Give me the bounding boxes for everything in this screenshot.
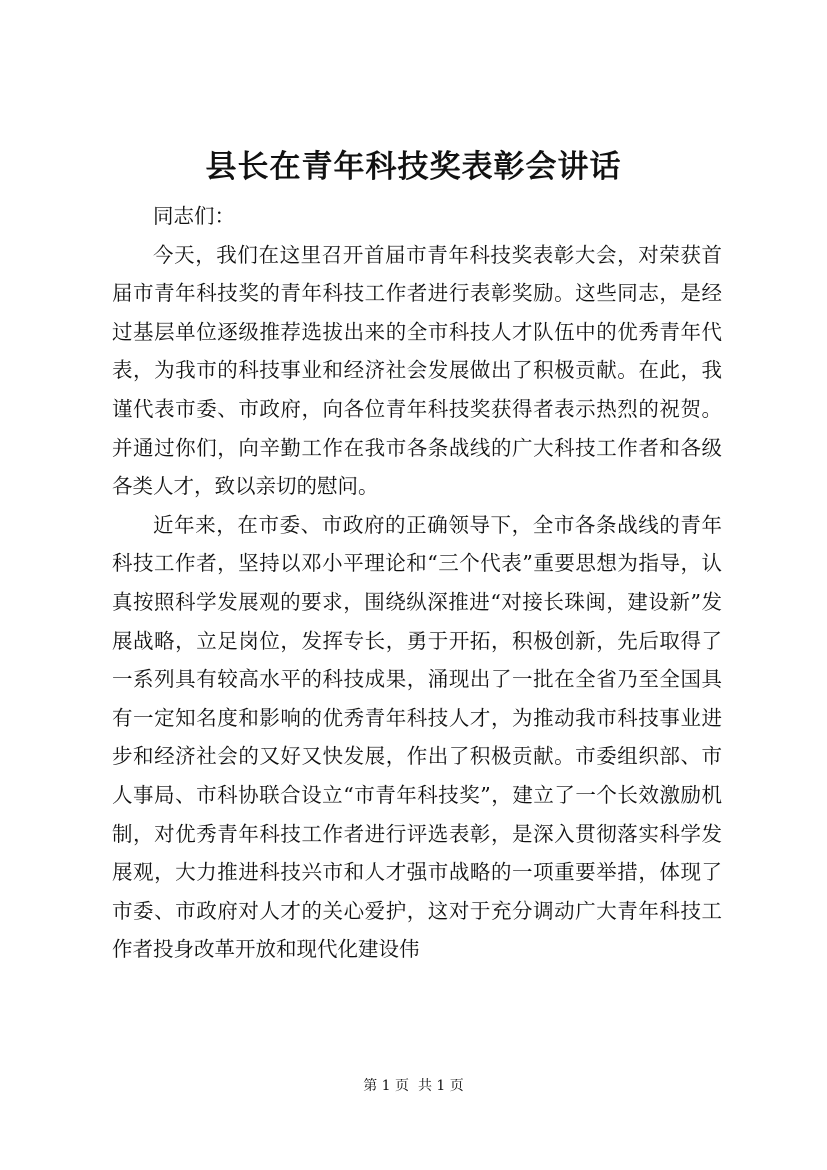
paragraph-2: 近年来，在市委、市政府的正确领导下，全市各条战线的青年科技工作者，坚持以邓小平理论和“三个代表”重要思想为指导，认真按照科学发展观的要求，围绕纵深推进“对接长珠闽，建设新”发展战略，立足岗位，发挥专长，勇于开拓，积极创新，先后取得了一系列具有较高水平的科技成果，涌现出了一批在全省乃至全国具有一定知名度和影响的优秀青年科技人才，为推动我市科技事业进步和经济社会的又好又快发展，作出了积极贡献。市委组织部、市人事局、市科协联合设立“市青年科技奖”，建立了一个长效激励机制，对优秀青年科技工作者进行评选表彰，是深入贯彻落实科学发展观，大力推进科技兴市和人才强市战略的一项重要举措，体现了市委、市政府对人才的关心爱护，这对于充分调动广大青年科技工作者投身改革开放和现代化建设伟 bbox=[112, 512, 722, 962]
document-body bbox=[112, 197, 722, 969]
paragraph-1: 今天，我们在这里召开首届市青年科技奖表彰大会，对荣获首届市青年科技奖的青年科技工作者进行表彰奖励。这些同志，是经过基层单位逐级推荐选拔出来的全市科技人才队伍中的优秀青年代表，为我市的科技事业和经济社会发展做出了积极贡献。在此，我谨代表市委、市政府，向各位青年科技奖获得者表示热烈的祝贺。并通过你们，向辛勤工作在我市各条战线的广大科技工作者和各级各类人才，致以亲切的慰问。 bbox=[112, 242, 722, 499]
salutation: 同志们： bbox=[153, 204, 235, 228]
page-number-footer: 第 1 页 共 1 页 bbox=[363, 1078, 464, 1094]
document-title: 县长在青年科技奖表彰会讲话 bbox=[205, 149, 622, 185]
